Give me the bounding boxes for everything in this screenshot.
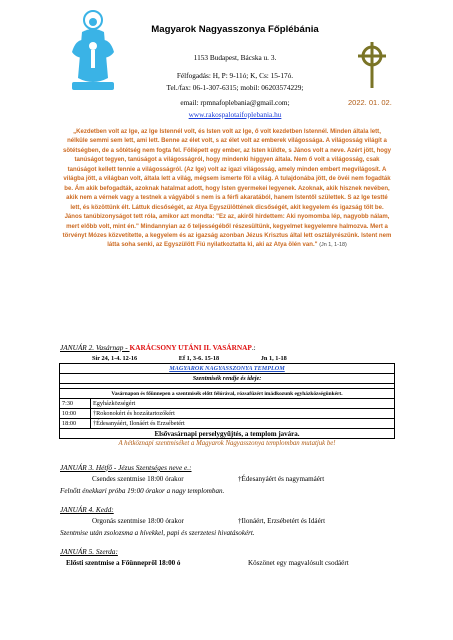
day-title-text: JANUÁR 4. Kedd: (60, 505, 114, 514)
mass-schedule-table (59, 363, 395, 439)
day-mass: Csendes szentmise 18:00 órakor (92, 475, 184, 483)
gospel-quote (62, 128, 392, 251)
issue-date: 2022. 01. 02. (348, 98, 392, 107)
cross-icon (352, 40, 392, 90)
day-title (60, 505, 114, 514)
reading-2: Ef 1, 3-6. 15-18 (178, 355, 220, 362)
day-title-text: JANUÁR 3. Hétfő - Jézus Szentséges neve e.: (60, 463, 192, 472)
mass-intention: Egyházközségért (91, 399, 395, 409)
office-hours: Félfogadás: H, P: 9-11ó; K, Cs: 15-17ó. (176, 71, 294, 80)
day-title-text: JANUÁR 5. Szerda: (60, 547, 118, 556)
quote-text: „Kezdetben volt az Ige, az Ige Istennél volt, és Isten volt az Ige, ő volt kezdetben Istennél. Minden általa lett, nélküle semmi sem lett, ami lett. Benne az élet volt, s az élet volt az emberek világossága. A világosság világít a sötétségben, de a sötétség nem fogta fel. Föllépett egy ember, az Isten küldte, s János volt a neve. Azért jött, hogy tanúságot tegyen, tanúságot a világosságról, hogy mindenki higgyen általa. Nem ő volt a világosság, csak tanúságot kellett tennie a világosságról. (Az Ige) volt az igazi világosság, amely minden embert megvilágosít. A világba jött, a világban volt, általa lett a világ, mégsem ismerte föl a világ. A tulajdonába jött, de övéi nem fogadták be. Ám akik befogadták, azoknak hatalmat adott, hogy Isten gyermekei legyenek. Azoknak, akik hisznek nevében, akik nem a vérnek vagy a testnek a vágyából s nem is a férfi akaratából, hanem Istentől születtek. S az Ige testté lett, és közöttünk élt. Láttuk dicsőségét, az Atya Egyszülöttének dicsőségét, akit kegyelem és igazság tölt be. János tanúbizonyságot tett róla, amikor azt mondta: "Ez az, akiről hirdettem: Aki nyomomba lép, nagyobb nálam, mert előbb volt, mint én." Mindannyian az ő teljességéből részesültünk, kegyelmet kegyelemre halmozva. Mert a törvényt Mózes közvetítette, a kegyelem és az igazság azonban Jézus Krisztus által lett osztályrészünk. Istent nem látta soha senki, az Egyszülött Fiú nyilatkoztatta ki, aki az Atya ölén van." (62, 129, 392, 249)
table-row (60, 399, 395, 409)
day-mass: Elősti szentmise a Főünnepről 18:00 ó (66, 559, 181, 567)
parish-title: Magyarok Nagyasszonya Főplébánia (151, 24, 319, 35)
church-name: MAGYAROK NAGYASSZONYA TEMPLOM (60, 364, 395, 374)
day-intention: †Édesanyáért és nagymamáért (238, 475, 325, 483)
mass-time: 7:30 (60, 399, 91, 409)
reading-3: Jn 1, 1-18 (260, 355, 287, 362)
prayer-note: Vasárnapon és főünnepen a szentmisék előtt félórával, rózsafüzért imádkozunk egyházközségünkért. (60, 389, 395, 399)
collection-note: Elsővasárnapi perselygyűjtés, a templom javára. (60, 429, 395, 439)
sunday-title (60, 343, 256, 352)
website-link[interactable]: www.rakospalotaifoplebania.hu (188, 110, 282, 119)
parish-logo (64, 8, 122, 94)
email: email: rpmnafoplebania@gmail.com; (180, 98, 290, 107)
mass-intention: †Édesanyáért, Ilonáért és Erzsébetért (91, 419, 395, 429)
reading-1: Sir 24, 1-4. 12-16 (92, 355, 138, 362)
mass-time: 10:00 (60, 409, 91, 419)
weekday-note: A hétköznapi szentmiséket a Magyarok Nagyasszonya templomban mutatjuk be! (118, 440, 336, 447)
sunday-date: JANUÁR 2. Vasárnap - (60, 343, 130, 352)
day-mass: Orgonás szentmise 18:00 órakor (92, 517, 184, 525)
table-row (60, 419, 395, 429)
quote-reference: (Jn 1, 1-18) (319, 242, 347, 249)
day-intention: Köszönet egy magvalósult csodáért (248, 559, 349, 567)
table-row (60, 409, 395, 419)
day-title (60, 463, 192, 472)
sunday-title-tail: .: (251, 343, 256, 352)
phone: Tel./fax: 06-1-307-6315; mobil: 06203574229; (166, 83, 304, 92)
address: 1153 Budapest, Bácska u. 3. (193, 53, 277, 62)
mass-time: 18:00 (60, 419, 91, 429)
sunday-name: KARÁCSONY UTÁNI II. VASÁRNAP (129, 343, 252, 352)
day-extra: Felnőtt énekkari próba 19:00 órakor a nagy templomban. (60, 487, 225, 495)
mass-intention: †Rokonokért és hozzátartozókért (91, 409, 395, 419)
readings (92, 355, 287, 362)
day-title (60, 547, 118, 556)
day-intention: †Ilonáért, Erzsébetért és Idáért (238, 517, 326, 525)
schedule-subtitle: Szentmisék rendje és ideje: (60, 374, 395, 384)
day-extra: Szentmise után zsolozsma a hívekkel, papi és szerzetesi hivatásokért. (60, 529, 255, 537)
